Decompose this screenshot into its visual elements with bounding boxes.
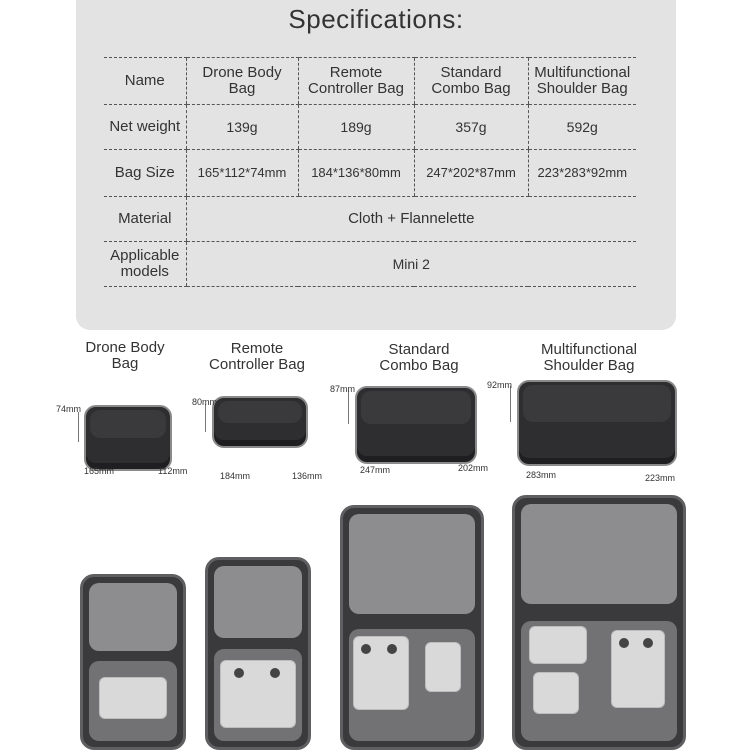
dimension-arrow — [78, 412, 79, 442]
dimension-arrow — [348, 390, 349, 424]
dimension-arrow — [510, 386, 511, 422]
standard-combo-bag-image — [355, 386, 477, 464]
dimension-length: 165mm — [84, 466, 115, 476]
open-standard-combo-bag-image — [340, 505, 484, 750]
table-cell: 357g — [414, 105, 528, 150]
dimension-length: 247mm — [360, 465, 391, 475]
row-label-name: Name — [104, 58, 186, 105]
multifunctional-shoulder-bag-image — [517, 380, 677, 466]
row-label-material: Material — [104, 197, 186, 242]
dimension-arrow — [205, 404, 206, 432]
bag-label-multifunctional-shoulder: Multifunctional Shoulder Bag — [541, 341, 637, 374]
open-multifunctional-shoulder-bag-image — [512, 495, 686, 750]
table-row — [104, 58, 636, 105]
table-cell: 592g — [528, 105, 636, 150]
dimension-height: 87mm — [330, 384, 356, 394]
table-cell: 165*112*74mm — [186, 150, 298, 197]
table-row — [104, 105, 636, 150]
row-label-net-weight: Net weight — [104, 105, 186, 150]
material-value: Cloth + Flannelette — [186, 197, 636, 242]
table-cell: 184*136*80mm — [298, 150, 414, 197]
dimension-height: 92mm — [487, 380, 513, 390]
table-cell: 189g — [298, 105, 414, 150]
dimension-width: 202mm — [458, 463, 489, 473]
dimension-width: 112mm — [158, 466, 188, 476]
table-row — [104, 150, 636, 197]
dimension-width: 223mm — [645, 473, 676, 483]
specifications-table — [104, 57, 636, 287]
bag-label-remote-controller: Remote Controller Bag — [209, 340, 305, 373]
bag-label-drone-body: Drone Body Bag — [85, 339, 165, 372]
table-row — [104, 242, 636, 287]
specifications-title: Specifications: — [288, 4, 464, 34]
dimension-length: 283mm — [526, 470, 557, 480]
table-cell: 139g — [186, 105, 298, 150]
open-remote-controller-bag-image — [205, 557, 311, 750]
remote-controller-bag-image — [212, 396, 308, 448]
row-label-bag-size: Bag Size — [104, 150, 186, 197]
drone-body-bag-image — [84, 405, 172, 471]
open-drone-body-bag-image — [80, 574, 186, 750]
specifications-panel — [76, 0, 676, 330]
dimension-width: 136mm — [292, 471, 323, 481]
dimension-height: 74mm — [56, 404, 82, 414]
applicable-models-value: Mini 2 — [186, 242, 636, 287]
table-cell: 247*202*87mm — [414, 150, 528, 197]
table-row — [104, 197, 636, 242]
column-header: Multifunctional Shoulder Bag — [528, 58, 636, 105]
column-header: Remote Controller Bag — [298, 58, 414, 105]
row-label-applicable-models: Applicable models — [104, 242, 186, 287]
column-header: Standard Combo Bag — [414, 58, 528, 105]
column-header: Drone Body Bag — [186, 58, 298, 105]
bag-label-standard-combo: Standard Combo Bag — [379, 341, 459, 374]
table-cell: 223*283*92mm — [528, 150, 636, 197]
dimension-height: 80mm — [192, 397, 218, 407]
dimension-length: 184mm — [220, 471, 251, 481]
